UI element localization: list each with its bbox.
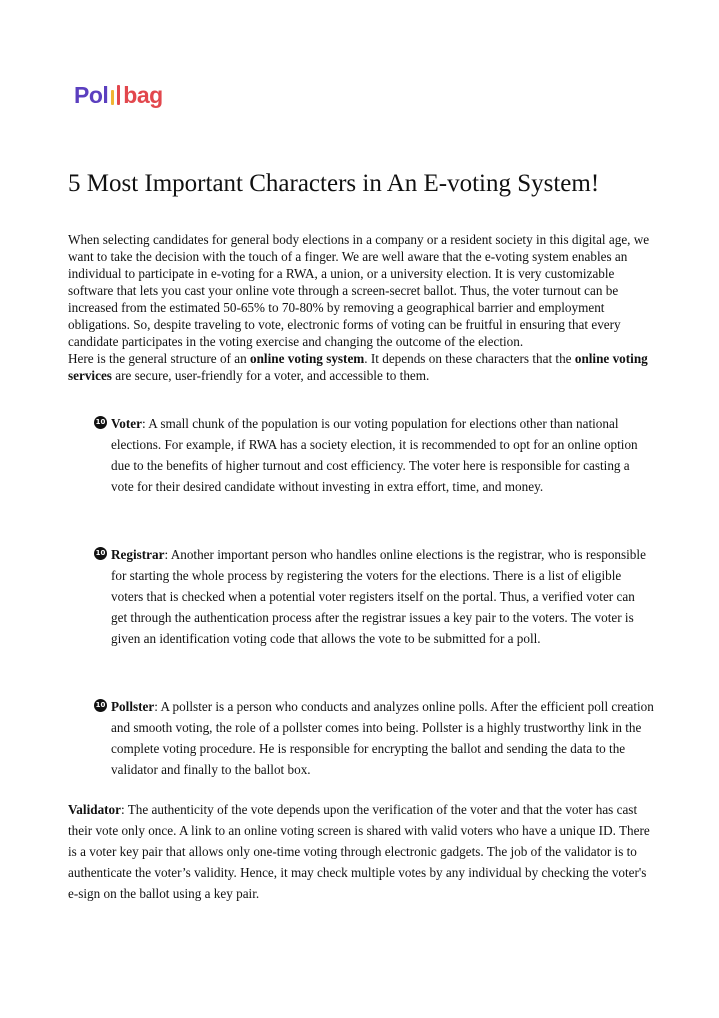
online-voting-system-term: online voting system [249,351,365,366]
list-item-body [111,696,654,780]
logo-bar-red [117,85,120,105]
online-voting-services-term: online voting services [68,351,648,383]
list-item-body [111,413,654,497]
item-text: : Another important person who handles online elections is the registrar, who is responsible for starting the whole process by registering the voters for the elections. There is a list of eligible voters that is checked when a potential voter registers itself on the portal. Thus, a verified voter can get through the authentication process after the registrar issues a key pair to the voters. The voter is given an identification voting code that allows the vote to be submitted for a poll. [111,547,646,646]
list-item-pollster [94,696,654,780]
list-item-body [111,544,654,649]
pollbag-logo[interactable] [74,79,163,109]
structure-text-1: Here is the general structure of an [68,351,250,366]
item-text: : A pollster is a person who conducts and analyzes online polls. After the efficient poll creation and smooth voting, the role of a pollster comes into being. Pollster is a highly trustworthy link in the complete voting procedure. He is responsible for encrypting the ballot and sending the data to the validator and finally to the ballot box. [111,699,654,777]
item-text: : A small chunk of the population is our voting population for elections other than national elections. For example, if RWA has a society election, it is recommended to opt for an online option due to the benefits of higher turnout and cost efficiency. The voter here is responsible for casting a vote for their desired candidate without investing in extra effort, time, and money. [111,416,638,494]
intro-paragraph: When selecting candidates for general body elections in a company or a resident society in this digital age, we want to take the decision with the touch of a finger. We are well aware that the e-voting system enables an individual to participate in e-voting for a RWA, a union, or a university election. It is very customizable software that lets you cast your online vote through a screen-secret ballot. Thus, the voter turnout can be increased from the estimated 50-65% to 70-80% by removing a geographical barrier and employment obligations. So, despite traveling to vote, electronic forms of voting can be fruitful in ensuring that every candidate participates in the voting exercise and changing the outcome of the election. [68,232,650,349]
structure-text-2: . It depends on these characters that the [364,351,575,366]
page-title: 5 Most Important Characters in An E-voting System! [68,170,600,197]
item-term: Registrar [111,547,165,562]
bullet-number-icon: 10 [94,547,107,560]
validator-text: : The authenticity of the vote depends upon the verification of the voter and that the voter has cast their vote only once. A link to an online voting screen is shared with valid voters who have a unique ID. There is a voter key pair that allows only one-time voting through electronic gadgets. The job of the validator is to authenticate the voter’s validity. Hence, it may check multiple votes by any individual by checking the voter's e-sign on the ballot using a key pair. [68,802,650,901]
list-item-registrar [94,544,654,649]
logo-bar-yellow [111,90,114,105]
item-term: Voter [111,416,143,431]
list-item-voter [94,413,654,497]
intro-section [68,231,658,384]
validator-paragraph [68,799,658,904]
logo-text-bag: bag [123,82,163,108]
bullet-number-icon: 10 [94,416,107,429]
structure-text-3: are secure, user-friendly for a voter, and accessible to them. [111,368,430,383]
bullet-number-icon: 10 [94,699,107,712]
structure-paragraph [68,350,658,384]
logo-bars-icon [111,85,120,105]
item-term: Pollster [111,699,155,714]
logo-text-pol: Pol [74,82,109,108]
validator-term: Validator [68,802,121,817]
